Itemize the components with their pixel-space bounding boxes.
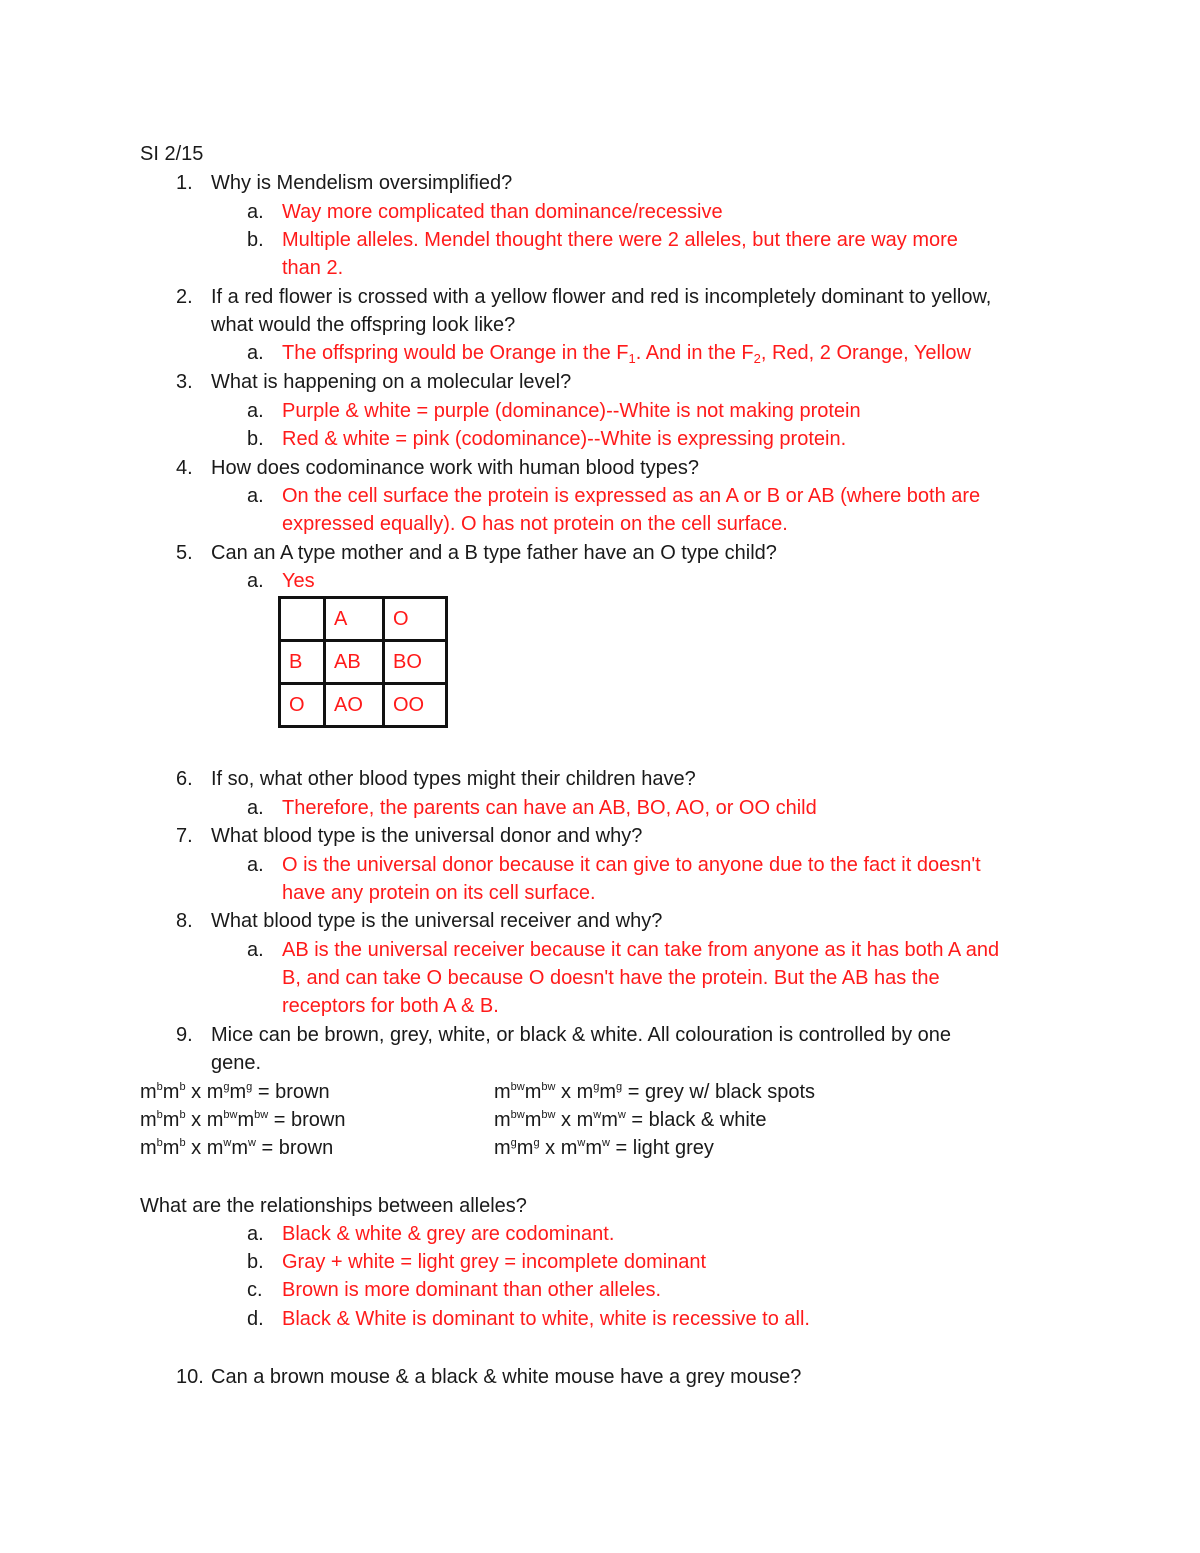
table-cell: BO (384, 641, 447, 684)
question-text: What blood type is the universal receiver and why? (211, 910, 663, 932)
question-text: What blood type is the universal donor and why? (211, 825, 643, 847)
page-title: SI 2/15 (140, 143, 204, 165)
table-cell: AB (325, 641, 384, 684)
table-cell: AO (325, 684, 384, 727)
answer-label: a. (247, 1223, 264, 1245)
question-number: 1. (176, 172, 193, 194)
question-text: what would the offspring look like? (211, 314, 516, 336)
answer-text: Therefore, the parents can have an AB, BO, AO, or OO child (282, 797, 817, 819)
answer-text: than 2. (282, 257, 344, 279)
answer-text: On the cell surface the protein is expressed as an A or B or AB (where both are (282, 485, 981, 507)
answer-text: Brown is more dominant than other alleles. (282, 1279, 662, 1301)
answer-text: O is the universal donor because it can give to anyone due to the fact it doesn't (282, 854, 981, 876)
question-text: Mice can be brown, grey, white, or black & white. All colouration is controlled by one (211, 1024, 951, 1046)
table-row (280, 684, 447, 727)
answer-label: b. (247, 428, 264, 450)
question-text: Can a brown mouse & a black & white mouse have a grey mouse? (211, 1366, 802, 1388)
answer-text: Gray + white = light grey = incomplete dominant (282, 1251, 707, 1273)
cross-equation: $m^{bw}m^{bw}$ x $m^gm^g$ = grey w/ black spots (494, 1081, 816, 1103)
question-number: 6. (176, 768, 193, 790)
answer-text: AB is the universal receiver because it can take from anyone as it has both A and (282, 939, 1000, 961)
question-number: 8. (176, 910, 193, 932)
answer-text: Red & white = pink (codominance)--White is expressing protein. (282, 428, 847, 450)
table-cell: A (325, 598, 384, 641)
question-number: 4. (176, 457, 193, 479)
table-row (280, 598, 447, 641)
answer-text: The offspring would be Orange in the $F_1$. And in the $F_2$, Red, 2 Orange, Yellow (282, 342, 971, 366)
cross-equation: $m^{bw}m^{bw}$ x $m^wm^w$ = black & white (494, 1109, 767, 1131)
table-cell: O (280, 684, 325, 727)
cross-equation: $m^bm^b$ x $m^gm^g$ = brown (140, 1081, 330, 1103)
answer-text: have any protein on its cell surface. (282, 882, 596, 904)
table-row (280, 641, 447, 684)
answer-label: b. (247, 229, 264, 251)
answer-text: Black & White is dominant to white, white is recessive to all. (282, 1308, 810, 1330)
question-number: 5. (176, 542, 193, 564)
answer-text: Yes (282, 570, 315, 592)
answer-label: d. (247, 1308, 264, 1330)
answer-text: Purple & white = purple (dominance)--White is not making protein (282, 400, 861, 422)
question-text: If a red flower is crossed with a yellow flower and red is incompletely dominant to yellow, (211, 286, 992, 308)
question-text: Can an A type mother and a B type father have an O type child? (211, 542, 777, 564)
answer-label: a. (247, 797, 264, 819)
question-text: If so, what other blood types might their children have? (211, 768, 696, 790)
answer-text: Black & white & grey are codominant. (282, 1223, 615, 1245)
cross-equation: $m^bm^b$ x $m^{bw}m^{bw}$ = brown (140, 1109, 346, 1131)
question-number: 10. (176, 1366, 204, 1388)
answer-text: receptors for both A & B. (282, 995, 499, 1017)
question-number: 2. (176, 286, 193, 308)
table-cell: B (280, 641, 325, 684)
punnett-square (278, 596, 448, 728)
question-text: Why is Mendelism oversimplified? (211, 172, 513, 194)
question-text: What is happening on a molecular level? (211, 371, 572, 393)
question-number: 3. (176, 371, 193, 393)
answer-text: expressed equally). O has not protein on the cell surface. (282, 513, 788, 535)
answer-label: b. (247, 1251, 264, 1273)
question-text: How does codominance work with human blood types? (211, 457, 700, 479)
answer-label: a. (247, 342, 264, 364)
cross-equation: $m^bm^b$ x $m^wm^w$ = brown (140, 1137, 334, 1159)
answer-text: Multiple alleles. Mendel thought there were 2 alleles, but there are way more (282, 229, 958, 251)
section-question: What are the relationships between alleles? (140, 1195, 527, 1217)
answer-label: a. (247, 201, 264, 223)
table-cell (280, 598, 325, 641)
answer-text: Way more complicated than dominance/recessive (282, 201, 723, 223)
answer-label: c. (247, 1279, 263, 1301)
answer-label: a. (247, 939, 264, 961)
answer-label: a. (247, 485, 264, 507)
answer-label: a. (247, 854, 264, 876)
question-number: 9. (176, 1024, 193, 1046)
answer-text: B, and can take O because O doesn't have the protein. But the AB has the (282, 967, 940, 989)
question-text: gene. (211, 1052, 262, 1074)
answer-label: a. (247, 570, 264, 592)
answer-label: a. (247, 400, 264, 422)
table-cell: O (384, 598, 447, 641)
table-cell: OO (384, 684, 447, 727)
cross-equation: $m^gm^g$ x $m^wm^w$ = light grey (494, 1137, 714, 1159)
question-number: 7. (176, 825, 193, 847)
